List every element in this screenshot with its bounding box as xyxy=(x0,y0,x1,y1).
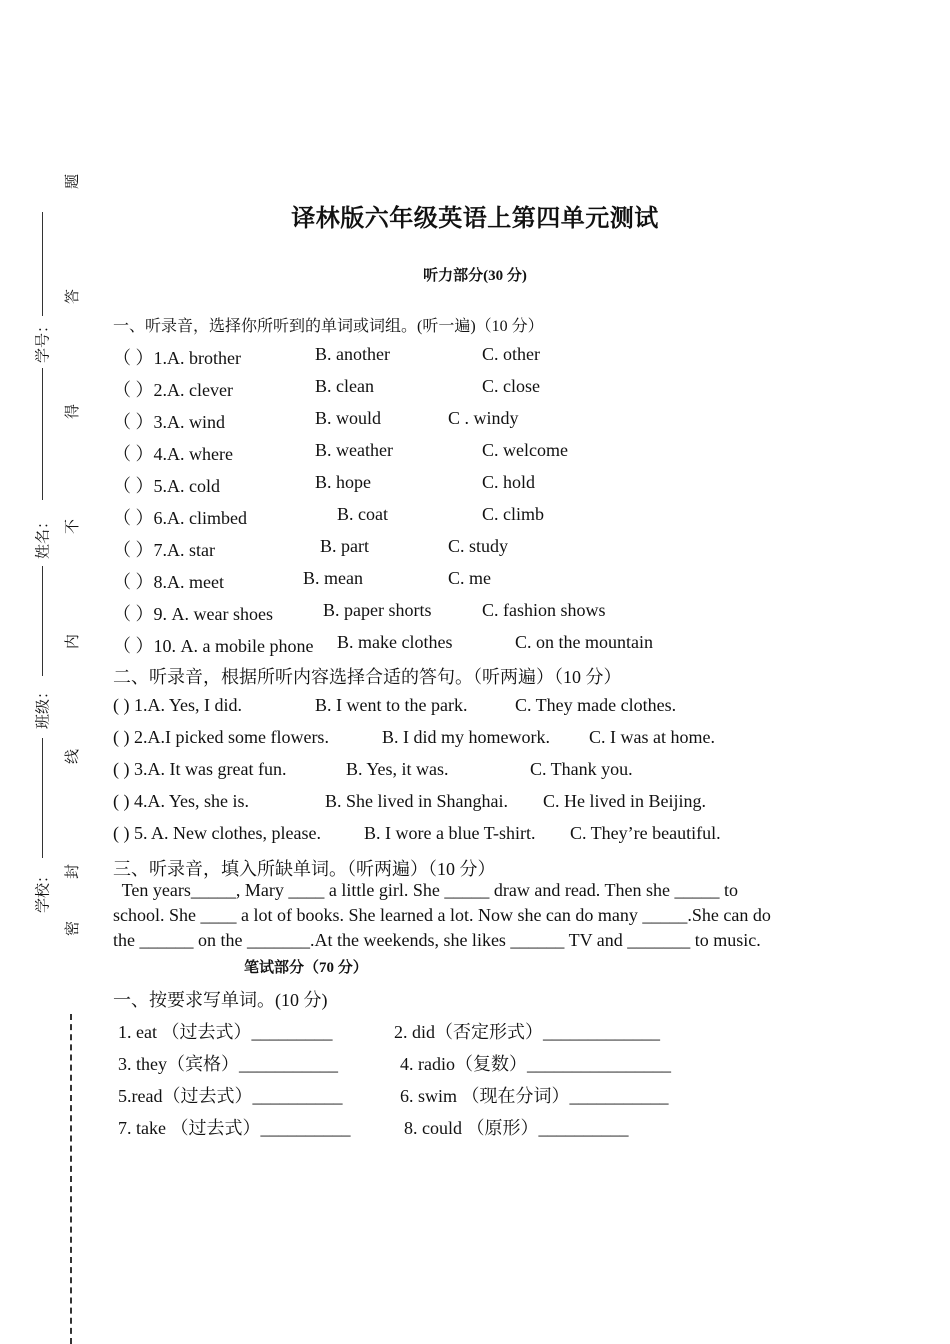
s1-q10-c: C. on the mountain xyxy=(515,632,653,652)
w1-q3: 3. they（宾格）___________ xyxy=(118,1054,338,1074)
s1-q5-c: C. hold xyxy=(482,472,536,492)
s2-q4-c: C. He lived in Beijing. xyxy=(543,791,706,811)
section1-heading: 一、听录音，选择你所听到的单词或词组。(听一遍)（10 分） xyxy=(113,318,544,335)
binding-dashed-line xyxy=(70,1014,72,1344)
s1-q3-b: B. would xyxy=(315,408,382,428)
s1-q9: （ ）9. A. wear shoes xyxy=(113,604,273,624)
section2-heading: 二、听录音，根据所听内容选择合适的答句。（听两遍）（10 分） xyxy=(113,667,622,687)
s1-q6: （ ）6.A. climbed xyxy=(113,508,247,528)
s1-q5-b: B. hope xyxy=(315,472,371,492)
s3-line2: school. She ____ a lot of books. She learned a lot. Now she can do many _____.She can do xyxy=(113,905,771,925)
s1-q2: （ ）2.A. clever xyxy=(113,380,233,400)
binding-char-nei: 内 xyxy=(65,633,82,650)
binding-char-mi: 密 xyxy=(65,920,82,937)
binding-char-ti: 题 xyxy=(65,173,82,190)
class-line xyxy=(42,566,43,676)
s1-q7: （ ）7.A. star xyxy=(113,540,215,560)
student-no-label: 学号： xyxy=(35,318,52,364)
s1-q10: （ ）10. A. a mobile phone xyxy=(113,636,314,656)
binding-char-bu: 不 xyxy=(65,518,82,535)
s1-q9-b: B. paper shorts xyxy=(323,600,432,620)
s1-q4-b: B. weather xyxy=(315,440,393,460)
s1-q2-c: C. close xyxy=(482,376,540,396)
s2-q3-c: C. Thank you. xyxy=(530,759,633,779)
binding-char-feng: 封 xyxy=(65,863,82,880)
written1-heading: 一、按要求写单词。(10 分) xyxy=(113,990,328,1010)
s1-q3-c: C . windy xyxy=(448,408,519,428)
w1-q6: 6. swim （现在分词）___________ xyxy=(400,1086,669,1106)
s2-q1: ( ) 1.A. Yes, I did. xyxy=(113,695,243,715)
school-label: 学校： xyxy=(35,868,52,914)
s1-q9-c: C. fashion shows xyxy=(482,600,606,620)
s1-q6-c: C. climb xyxy=(482,504,544,524)
s2-q4: ( ) 4.A. Yes, she is. xyxy=(113,791,250,811)
w1-q2: 2. did（否定形式）_____________ xyxy=(394,1022,661,1042)
s2-q1-b: B. I went to the park. xyxy=(315,695,468,715)
written-header: 笔试部分（70 分） xyxy=(244,960,368,976)
s2-q3-b: B. Yes, it was. xyxy=(346,759,449,779)
listening-header: 听力部分(30 分) xyxy=(423,268,527,284)
section3-heading: 三、听录音，填入所缺单词。（听两遍）（10 分） xyxy=(113,859,496,879)
school-line xyxy=(42,738,43,858)
s1-q3: （ ）3.A. wind xyxy=(113,412,225,432)
s3-line3: the ______ on the _______.At the weekends, she likes ______ TV and _______ to music. xyxy=(113,930,761,950)
s2-q5-b: B. I wore a blue T-shirt. xyxy=(364,823,536,843)
w1-q8: 8. could （原形）__________ xyxy=(404,1118,629,1138)
binding-char-de: 得 xyxy=(65,403,82,420)
s1-q5: （ ）5.A. cold xyxy=(113,476,220,496)
class-label: 班级： xyxy=(35,684,52,730)
s1-q7-c: C. study xyxy=(448,536,509,556)
s1-q1-b: B. another xyxy=(315,344,390,364)
s2-q5-c: C. They’re beautiful. xyxy=(570,823,721,843)
s1-q1: （ ）1.A. brother xyxy=(113,348,241,368)
s2-q3: ( ) 3.A. It was great fun. xyxy=(113,759,287,779)
w1-q5: 5.read（过去式）__________ xyxy=(118,1086,343,1106)
s2-q2: ( ) 2.A.I picked some flowers. xyxy=(113,727,329,747)
s2-q4-b: B. She lived in Shanghai. xyxy=(325,791,508,811)
s1-q8: （ ）8.A. meet xyxy=(113,572,224,592)
s2-q2-c: C. I was at home. xyxy=(589,727,715,747)
s1-q8-c: C. me xyxy=(448,568,491,588)
s2-q5: ( ) 5. A. New clothes, please. xyxy=(113,823,321,843)
s1-q4-c: C. welcome xyxy=(482,440,568,460)
w1-q7: 7. take （过去式）__________ xyxy=(118,1118,351,1138)
page-title: 译林版六年级英语上第四单元测试 xyxy=(291,206,659,232)
s1-q8-b: B. mean xyxy=(303,568,363,588)
s1-q6-b: B. coat xyxy=(337,504,388,524)
w1-q1: 1. eat （过去式）_________ xyxy=(118,1022,333,1042)
s2-q2-b: B. I did my homework. xyxy=(382,727,550,747)
name-label: 姓名： xyxy=(35,514,52,560)
s1-q10-b: B. make clothes xyxy=(337,632,453,652)
binding-char-xian: 线 xyxy=(65,748,82,765)
name-line xyxy=(42,368,43,500)
s1-q1-c: C. other xyxy=(482,344,540,364)
s1-q7-b: B. part xyxy=(320,536,369,556)
w1-q4: 4. radio（复数）________________ xyxy=(400,1054,671,1074)
binding-char-da: 答 xyxy=(65,288,82,305)
s1-q2-b: B. clean xyxy=(315,376,374,396)
s3-line1: Ten years_____, Mary ____ a little girl. She _____ draw and read. Then she _____ to xyxy=(113,880,738,900)
s1-q4: （ ）4.A. where xyxy=(113,444,233,464)
s2-q1-c: C. They made clothes. xyxy=(515,695,677,715)
